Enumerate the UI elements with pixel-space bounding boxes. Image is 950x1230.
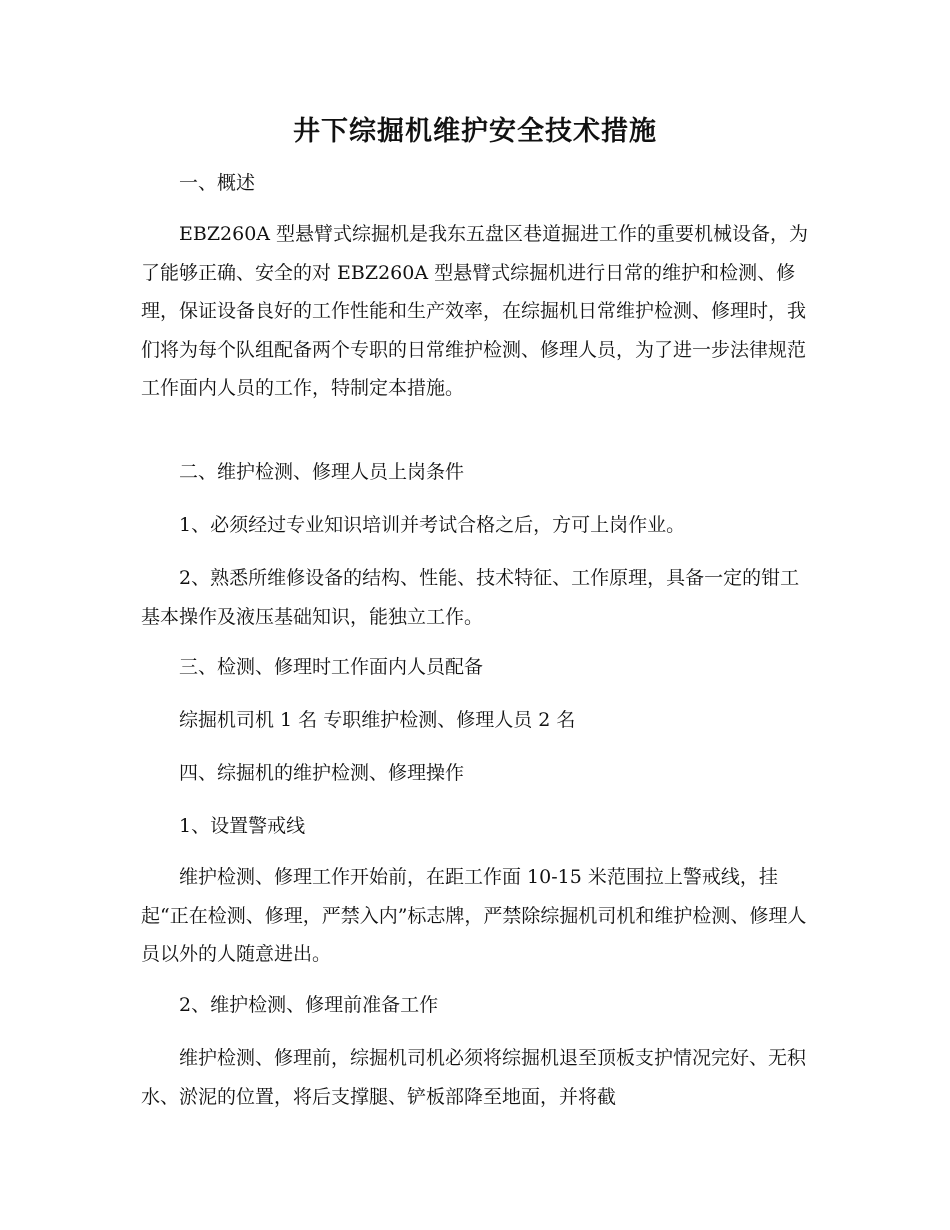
operation-item-2-paragraph: 维护检测、修理前，综掘机司机必须将综掘机退至顶板支护情况完好、无积水、淤泥的位置，将后支撑腿、铲板部降至地面，并将截 <box>141 1047 807 1108</box>
section-heading-overview: 一、概述 <box>179 172 256 194</box>
overview-paragraph: EBZ260A 型悬臂式综掘机是我东五盘区巷道掘进工作的重要机械设备，为了能够正确、安全的对 EBZ260A 型悬臂式综掘机进行日常的维护和检测、修理，保证设备良好的工作性能和生产效率，在综掘机日常维护检测、修理时，我们将为每个队组配备两个专职的日常维护检测、修理人员，为了进一步法律规范工作面内人员的工作，特制定本措施。 <box>141 223 809 399</box>
qualification-item-2: 2、熟悉所维修设备的结构、性能、技术特征、工作原理，具备一定的钳工基本操作及液压基础知识，能独立工作。 <box>141 567 800 628</box>
section-heading-operation: 四、综掘机的维护检测、修理操作 <box>179 762 465 784</box>
qualification-item-1: 1、必须经过专业知识培训并考试合格之后，方可上岗作业。 <box>179 514 686 536</box>
document-title: 井下综掘机维护安全技术措施 <box>293 116 657 147</box>
operation-item-1-title: 1、设置警戒线 <box>179 815 306 837</box>
staffing-paragraph: 综掘机司机 1 名 专职维护检测、修理人员 2 名 <box>179 709 576 731</box>
section-heading-qualification: 二、维护检测、修理人员上岗条件 <box>179 461 465 483</box>
operation-item-2-title: 2、维护检测、修理前准备工作 <box>179 994 439 1016</box>
section-heading-staffing: 三、检测、修理时工作面内人员配备 <box>179 656 484 678</box>
operation-item-1-paragraph: 维护检测、修理工作开始前，在距工作面 10-15 米范围拉上警戒线，挂起“正在检测、修理，严禁入内”标志牌，严禁除综掘机司机和维护检测、修理人员以外的人随意进出。 <box>141 866 807 965</box>
